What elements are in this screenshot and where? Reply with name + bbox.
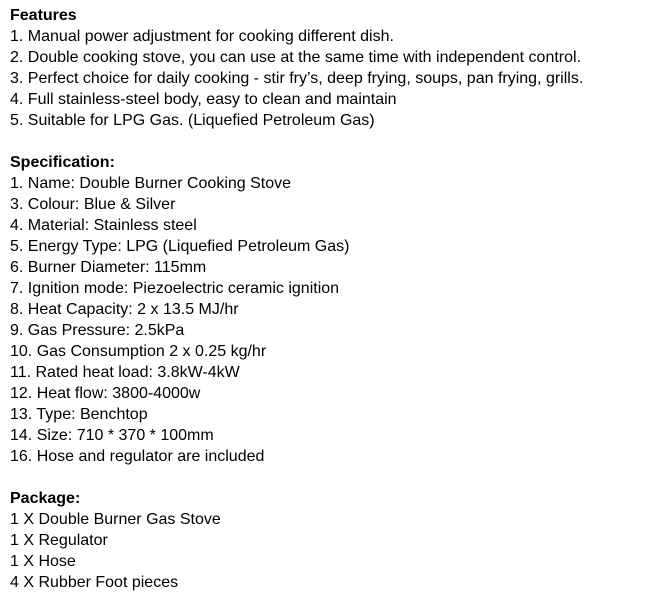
specification-section: [10, 152, 670, 467]
features-item: 3. Perfect choice for daily cooking - stir fry’s, deep frying, soups, pan frying, grills.: [10, 70, 584, 87]
package-item: 1 X Regulator: [10, 532, 108, 549]
features-item: 5. Suitable for LPG Gas. (Liquefied Petroleum Gas): [10, 112, 375, 129]
specification-item: 4. Material: Stainless steel: [10, 217, 197, 234]
features-item: 2. Double cooking stove, you can use at the same time with independent control.: [10, 49, 582, 66]
package-item: 1 X Hose: [10, 553, 76, 570]
specification-item: 14. Size: 710 * 370 * 100mm: [10, 427, 214, 444]
specification-item: 11. Rated heat load: 3.8kW-4kW: [10, 364, 240, 381]
specification-heading: Specification:: [10, 154, 115, 171]
specification-item: 12. Heat flow: 3800-4000w: [10, 385, 201, 402]
features-item: 4. Full stainless-steel body, easy to clean and maintain: [10, 91, 397, 108]
section-spacer: [10, 131, 670, 152]
specification-item: 7. Ignition mode: Piezoelectric ceramic ignition: [10, 280, 340, 297]
specification-item: 16. Hose and regulator are included: [10, 448, 265, 465]
specification-item: 13. Type: Benchtop: [10, 406, 148, 423]
package-section: [10, 488, 670, 593]
specification-item: 6. Burner Diameter: 115mm: [10, 259, 207, 276]
specification-item: 5. Energy Type: LPG (Liquefied Petroleum Gas): [10, 238, 350, 255]
package-heading: Package:: [10, 490, 81, 507]
specification-item: 1. Name: Double Burner Cooking Stove: [10, 175, 292, 192]
package-item: 4 X Rubber Foot pieces: [10, 574, 179, 591]
specification-item: 8. Heat Capacity: 2 x 13.5 MJ/hr: [10, 301, 239, 318]
specification-item: 9. Gas Pressure: 2.5kPa: [10, 322, 185, 339]
specification-item: 3. Colour: Blue & Silver: [10, 196, 176, 213]
specification-item: 10. Gas Consumption 2 x 0.25 kg/hr: [10, 343, 267, 360]
features-heading: Features: [10, 7, 77, 24]
features-section: [10, 5, 670, 131]
features-item: 1. Manual power adjustment for cooking different dish.: [10, 28, 394, 45]
section-spacer: [10, 467, 670, 488]
package-item: 1 X Double Burner Gas Stove: [10, 511, 221, 528]
